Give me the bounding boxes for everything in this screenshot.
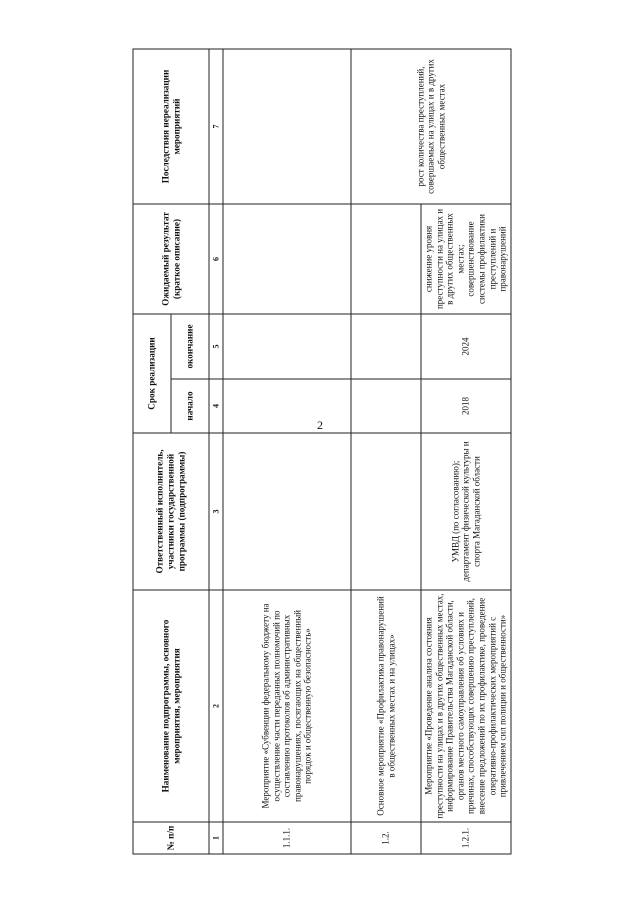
- column-number: 6: [209, 204, 223, 314]
- column-number: 2: [209, 590, 223, 822]
- header-executor: Ответственный исполнитель, участники государственной программы (подпрограммы): [133, 433, 209, 590]
- row-end: [223, 314, 351, 379]
- column-number: 4: [209, 379, 223, 433]
- row-end: 2024: [421, 314, 511, 379]
- row-start: [351, 379, 421, 433]
- column-number-row: [209, 49, 223, 854]
- table-row: [223, 49, 351, 854]
- page-number: 2: [317, 418, 323, 432]
- row-start: [223, 379, 351, 433]
- row-num: 1.2.1.: [421, 822, 511, 854]
- row-start: 2018: [421, 379, 511, 433]
- header-row: [133, 49, 171, 854]
- row-executor: [351, 433, 421, 590]
- program-table: [133, 49, 512, 855]
- row-name: Основное мероприятие «Профилактика правонарушений в общественных местах и на улицах»: [351, 590, 421, 822]
- row-result: [223, 204, 351, 314]
- header-num: № п/п: [133, 822, 209, 854]
- row-result: [351, 204, 421, 314]
- column-number: 5: [209, 314, 223, 379]
- row-name: Мероприятие «Проведение анализа состояния преступности на улицах и в других общественных местах, информирование Правительства Магаданской области, органов местного самоуправления об условиях и причинах, способствующих совершению преступлений, внесение предложений по их профилактике, проведение оперативно-профилактических мероприятий с привлечением сил полиции и общественности»: [421, 590, 511, 822]
- column-number: 1: [209, 822, 223, 854]
- header-end: окончание: [171, 314, 209, 379]
- row-name: Мероприятие «Субвенции федеральному бюджету на осуществление части переданных полномочий по составлению протоколов об административных правонарушениях, посягающих на общественный порядок и общественную безопасность»: [223, 590, 351, 822]
- header-consequences: Последствия нереализации мероприятий: [133, 49, 209, 204]
- header-name: Наименование подпрограммы, основного мероприятия, мероприятия: [133, 590, 209, 822]
- rotated-table-wrapper: [133, 50, 508, 855]
- header-result: Ожидаемый результат (краткое описание): [133, 204, 209, 314]
- header-start: начало: [171, 379, 209, 433]
- row-executor: УМВД (по согласованию); департамент физической культуры и спорта Магаданской области: [421, 433, 511, 590]
- row-num: 1.2.: [351, 822, 421, 854]
- row-executor: [223, 433, 351, 590]
- column-number: 7: [209, 49, 223, 204]
- row-num: 1.1.1.: [223, 822, 351, 854]
- row-consequences: рост количества преступлений, совершаемых на улицах и в других общественных местах: [351, 49, 511, 204]
- row-consequences: [223, 49, 351, 204]
- row-result: снижение уровня преступности на улицах и в других общественных местах; совершенствование системы профилактики преступлений и правонарушений: [421, 204, 511, 314]
- table-row: [351, 49, 421, 854]
- row-end: [351, 314, 421, 379]
- column-number: 3: [209, 433, 223, 590]
- header-period: Срок реализации: [133, 314, 171, 433]
